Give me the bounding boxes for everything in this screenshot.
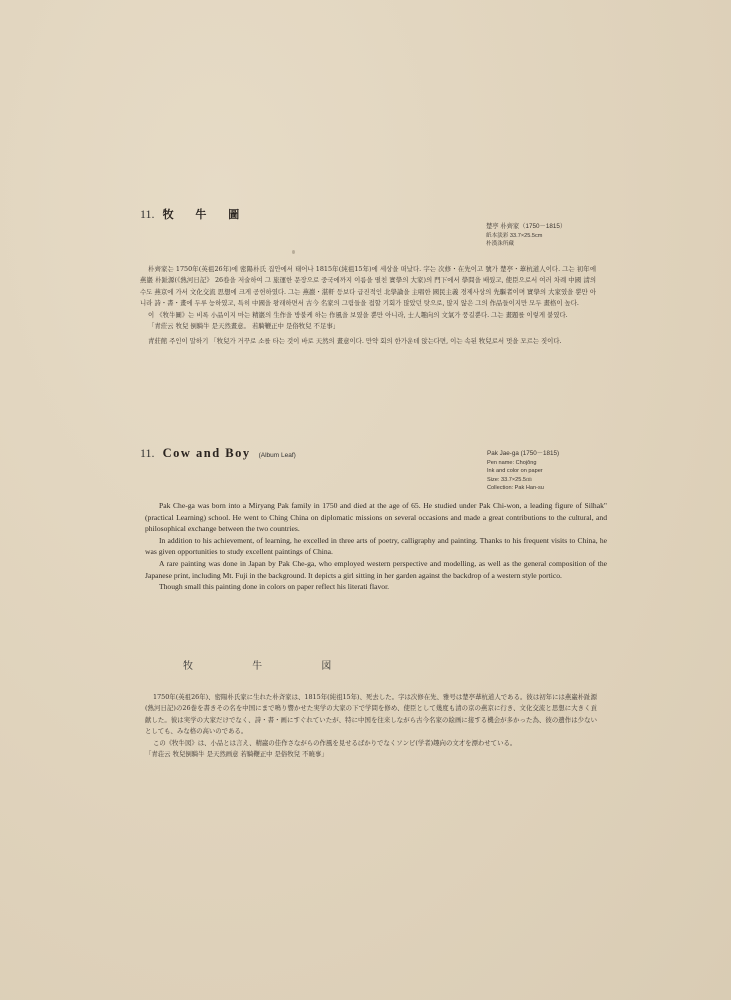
korean-inscription: 「青莊云 牧兒 倒騎牛 是天然畫意。 若騎鞭正中 是俗牧兒 不足事」 <box>148 322 340 331</box>
english-paragraph: Pak Che-ga was born into a Miryang Pak family in 1750 and died at the age of 65. He studied under Pak Chi-won, a leading figure of Silhak" (practical Learning) school. He went to Ching China on diplomatic missions on several occasions and made a great contributions to the cultural, and philosophical exchange between the two countries. <box>145 501 607 534</box>
korean-heading <box>140 206 596 222</box>
size-line: Size: 33.7×25.5㎝ <box>487 476 532 483</box>
korean-paragraph: 青莊館 주인이 말하기 「牧兒가 거꾸로 소를 타는 것이 바로 天然의 畫意이다. 만약 회의 한가운데 앉는다면, 이는 속된 牧兒로서 멋을 모르는 짓이다. <box>148 337 562 346</box>
english-subtitle: (Album Leaf) <box>258 452 296 459</box>
korean-body <box>140 264 596 348</box>
english-paragraph: A rare painting was done in Japan by Pak Che-ga, who employed western perspective and modelling, as well as the general composition of the Japanese print, including Mt. Fuji in the background. It depicts a girl sitting in her garden against the backdrop of a western style portico. <box>145 558 607 580</box>
japanese-body <box>145 692 597 760</box>
english-title: Cow and Boy <box>162 446 251 460</box>
japanese-title: 牧 牛 図 <box>183 661 360 672</box>
korean-paragraph: 朴齊家는 1750年(英祖26年)에 密陽朴氏 집안에서 태어나 1815年(純祖15年)에 세상을 떠났다. 字는 次修・在先이고 號가 楚亭・葦杭道人이다. 그는 初年에 燕巖 朴趾源(《熱河日記》 26卷을 저술하여 그 旅運한 문장으로 중국에까지 이름을 떨친 實學의 大家)의 門下에서 學問을 배웠고, 使臣으로서 여러 차례 中國 淸의 수도 燕京에 가서 文化交流 思想에 크게 공헌하였다. 그는 燕巖・湛軒 등보다 급진적인 北學論을 主唱한 國民主義 경제사상의 先驅者이며 實學의 大家였을 뿐만 아니라 詩・書・畫에 두루 능하였고, 특히 中國을 왕래하면서 古今 名家의 그림들을 접할 기회가 많았던 탓으로, 많지 않은 그의 作品들이지만 모두 畫格이 높다. <box>140 265 596 308</box>
japanese-paragraph: 1750年(英祖26年)、密陽朴氏家に生れた朴斉家は、1815年(純祖15年)、死去した。字は次修在先、雅号は楚亭葦杭道人である。彼は初年には燕巌朴趾源(熱河日記)の26巻を書きその名を中国にまで鳴り響かせた実学の大家の下で学問を修め、使臣として幾度も清の京の燕京に行き、文化交流と思想に大きく貢献した。彼は実学の大家だけでなく、詩・書・画にすぐれていたが、特に中国を往来しながら古今名家の絵画に接する機会が多かった為、彼の遺作は少ないとしても、みな格の高いのである。 <box>145 693 597 736</box>
english-artwork-meta <box>487 449 559 493</box>
english-body <box>145 500 607 593</box>
paper-speck <box>292 250 295 254</box>
japanese-inscription: 「青荘云 牧兒倒騎牛 是天然画意 若騎鞭正中 是俗牧兒 不暁事」 <box>145 750 328 759</box>
english-paragraph: Though small this painting done in colors on paper reflect his literati flavor. <box>159 582 390 592</box>
korean-artwork-meta <box>486 222 566 249</box>
medium-size-line: 紙本淡彩 33.7×25.5cm <box>486 233 543 239</box>
entry-number: 11. <box>140 446 155 460</box>
collection-line: 朴漢洙所藏 <box>486 241 514 248</box>
artist-line: 楚亭 朴齊家（1750－1815） <box>486 223 567 230</box>
artist-line: Pak Jae-ga (1750－1815) <box>487 450 560 457</box>
pen-name-line: Pen name: Chojŏng <box>487 460 537 466</box>
korean-title: 牧 牛 圖 <box>162 208 249 221</box>
english-paragraph: In addition to his achievement, of learning, he excelled in three arts of poetry, calligraphy and painting. Thanks to his frequent visits to China, he was given opportunities to study excellent paintings of China. <box>145 535 607 557</box>
medium-line: Ink and color on paper <box>487 468 543 475</box>
collection-line: Collection: Pak Han-su <box>487 485 544 492</box>
entry-number: 11. <box>140 207 155 221</box>
japanese-paragraph: この《牧牛図》は、小品とは言え、精巌の佳作さながらの作風を見せるばかりでなくソンビ(学者)趣向の文才を漂わせている。 <box>153 738 517 747</box>
korean-paragraph: 이 《牧牛圖》는 비록 小品이지 마는 精巖의 生作을 방불케 하는 作風을 보였을 뿐만 아니라, 士人趣向의 文氣가 풍길뿐다. 그는 畫題를 이렇게 붙였다. <box>148 310 568 319</box>
